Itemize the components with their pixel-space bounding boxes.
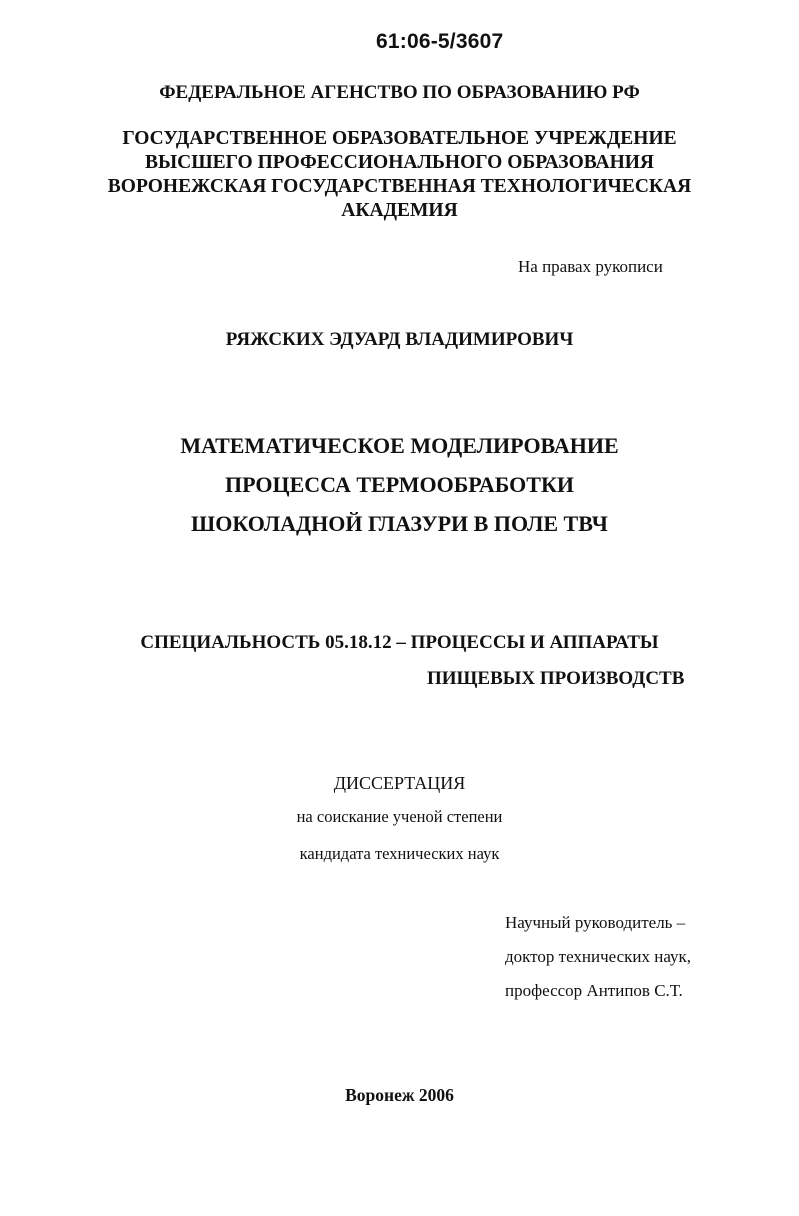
author-name: РЯЖСКИХ ЭДУАРД ВЛАДИМИРОВИЧ	[225, 329, 574, 350]
supervisor-line: Научный руководитель –	[505, 913, 686, 932]
specialty-line: СПЕЦИАЛЬНОСТЬ 05.18.12 – ПРОЦЕССЫ И АППАРАТЫ	[140, 632, 659, 653]
thesis-title-line: ПРОЦЕССА ТЕРМООБРАБОТКИ	[224, 472, 575, 497]
institution-line: АКАДЕМИЯ	[341, 200, 458, 221]
thesis-title-line: ШОКОЛАДНОЙ ГЛАЗУРИ В ПОЛЕ ТВЧ	[191, 511, 608, 536]
supervisor-line: доктор технических наук,	[505, 947, 692, 966]
degree-line: на соискание ученой степени	[296, 807, 503, 826]
institution-line: ГОСУДАРСТВЕННОЕ ОБРАЗОВАТЕЛЬНОЕ УЧРЕЖДЕНИЕ	[122, 128, 677, 149]
thesis-type: ДИССЕРТАЦИЯ	[333, 773, 466, 793]
supervisor-line: профессор Антипов С.Т.	[505, 981, 683, 1000]
institution-line: ВЫСШЕГО ПРОФЕССИОНАЛЬНОГО ОБРАЗОВАНИЯ	[144, 152, 655, 173]
thesis-title-line: МАТЕМАТИЧЕСКОЕ МОДЕЛИРОВАНИЕ	[180, 433, 619, 458]
agency-heading: ФЕДЕРАЛЬНОЕ АГЕНСТВО ПО ОБРАЗОВАНИЮ РФ	[159, 82, 640, 103]
institution-line: ВОРОНЕЖСКАЯ ГОСУДАРСТВЕННАЯ ТЕХНОЛОГИЧЕСКАЯ	[107, 176, 692, 197]
degree-line: кандидата технических наук	[299, 844, 500, 863]
city-year: Воронеж 2006	[345, 1085, 454, 1105]
manuscript-note: На правах рукописи	[518, 257, 663, 276]
catalog-number: 61:06-5/3607	[376, 30, 504, 53]
specialty-line: ПИЩЕВЫХ ПРОИЗВОДСТВ	[427, 668, 685, 689]
